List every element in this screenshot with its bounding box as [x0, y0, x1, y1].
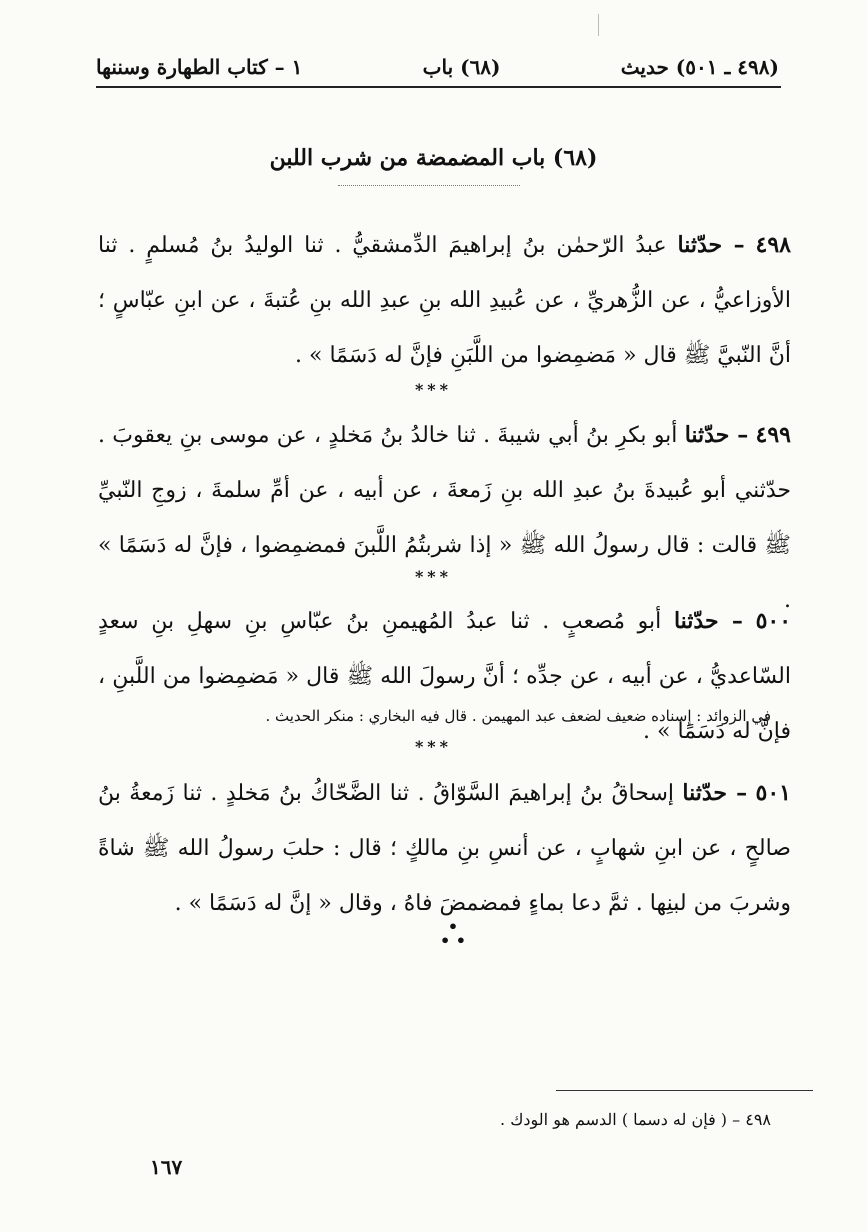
- scan-mark: [598, 14, 599, 36]
- hadith-500: [98, 594, 791, 759]
- header-rule: [96, 86, 781, 88]
- hadith-text: أبو بكرِ بنُ أبي شيبةَ . ثنا خالدُ بنُ مَخلدٍ ، عن موسى بنِ يعقوبَ . حدّثني أبو عُبيدةَ بنُ عبدِ الله بنِ زَمعةَ ، عن أبيه ، عن أمِّ سلمةَ ، زوجِ النّبيِّ ﷺ قالت : قال رسولُ الله ﷺ « إذا شربتُمُ اللَّبنَ فمضمِضوا ، فإنَّ له دَسَمًا » .: [98, 423, 791, 613]
- hadith-498: [98, 218, 791, 383]
- footnote: ٤٩٨ – ( فإن له دسما ) الدسم هو الودك .: [500, 1110, 771, 1129]
- footnote-rule: [556, 1090, 813, 1091]
- hadith-number: ٥٠٠: [755, 608, 792, 634]
- hadith-501: [98, 766, 791, 931]
- hadith-number: ٥٠١: [755, 780, 791, 806]
- header-book-title: ١ – كتاب الطهارة وسننها: [96, 55, 303, 79]
- section-separator: ***: [414, 737, 453, 756]
- hadith-number: ٤٩٩: [755, 422, 791, 448]
- section-separator: ***: [414, 380, 453, 399]
- hadith-lead: – حدّثنا: [682, 780, 748, 806]
- chapter-title: (٦٨) باب المضمضة من شرب اللبن: [269, 145, 598, 171]
- page-number: ١٦٧: [150, 1155, 183, 1179]
- hadith-number: ٤٩٨: [755, 232, 791, 258]
- hadith-lead: – حدّثنا: [677, 232, 745, 258]
- header-hadith-range: (٤٩٨ ـ ٥٠١) حديث: [620, 55, 779, 79]
- hadith-text: عبدُ الرّحمٰن بنُ إبراهيمَ الدِّمشقيُّ . ثنا الوليدُ بنُ مُسلمٍ . ثنا الأوزاعيُّ ، عن الزُّهريِّ ، عن عُبيدِ الله بنِ عبدِ الله بنِ عُتبةَ ، عن ابنِ عبّاسٍ ؛ أنَّ النّبيَّ ﷺ قال « مَضمِضوا من اللَّبَنِ فإنَّ له دَسَمًا » .: [98, 233, 791, 368]
- section-separator: ***: [414, 567, 453, 586]
- header-chapter-ref: (٦٨) باب: [422, 55, 501, 79]
- zawaid-note: في الزوائد : إسناده ضعيف لضعف عبد المهيمن . قال فيه البخاري : منكر الحديث .: [265, 707, 771, 725]
- hadith-lead: – حدّثنا: [673, 608, 743, 634]
- hadith-text: أبو مُصعبٍ . ثنا عبدُ المُهيمنِ بنُ عبّاسِ بنِ سهلِ بنِ سعدٍ السّاعديُّ ، عن أبيه ، عن جدِّه ؛ أنَّ رسولَ الله ﷺ قال « مَضمِضوا من اللَّبنِ ، فإنَّ له دَسَمًا » .: [98, 609, 791, 744]
- end-ornament: • • •: [439, 917, 467, 950]
- running-header: [96, 52, 779, 82]
- chapter-underline: [338, 185, 520, 186]
- hadith-text: إسحاقُ بنُ إبراهيمَ السَّوّاقُ . ثنا الضَّحّاكُ بنُ مَخلدٍ . ثنا زَمعةُ بنُ صالحٍ ، عن ابنِ شهابٍ ، عن أنسِ بنِ مالكٍ ؛ قال : حلبَ رسولُ الله ﷺ شاةً وشربَ من لبنِها . ثمَّ دعا بماءٍ فمضمضَ فاهُ ، وقال « إنَّ له دَسَمًا » .: [98, 781, 791, 916]
- hadith-lead: – حدّثنا: [684, 422, 749, 448]
